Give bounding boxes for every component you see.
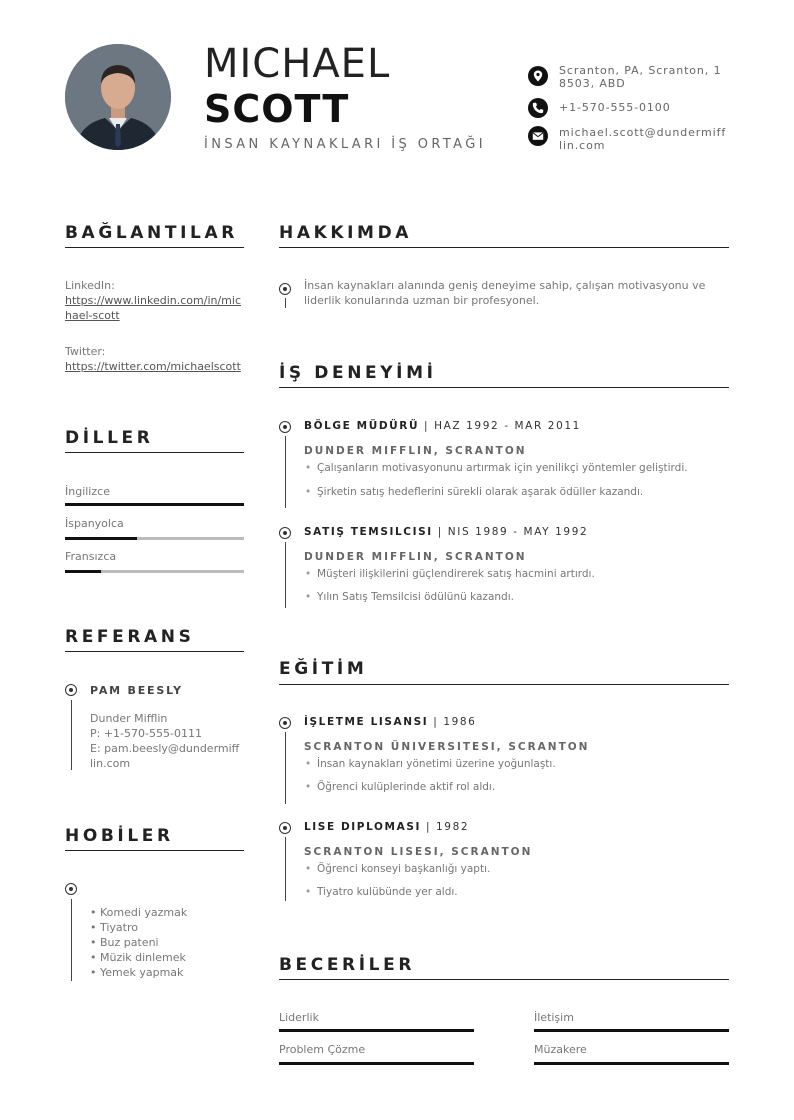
job-title: İNSAN KAYNAKLARI İŞ ORTAĞI [204,137,486,152]
hobby-item: • Tiyatro [90,921,138,934]
links-heading: BAĞLANTILAR [65,223,238,243]
timeline-dot-icon [65,883,77,895]
job-title-line [304,526,588,538]
job-company: DUNDER MIFFLIN, SCRANTON [304,445,527,457]
email-text[interactable]: michael.scott@dundermifflin.com [559,126,727,152]
language-name: İngilizce [65,485,110,498]
references-rule [65,651,244,652]
job-bullet: • Çalışanların motivasyonunu artırmak için yenilikçi yöntemler geliştirdi. [317,462,688,474]
education-title-line [304,821,469,833]
skill-name: Problem Çözme [279,1043,366,1056]
experience-rule [279,387,729,388]
job-bullet: • Şirketin satış hedeflerini sürekli olarak aşarak ödüller kazandı. [317,486,643,498]
contact-email [528,125,738,155]
education-rule [279,684,729,685]
timeline-line [285,732,286,804]
skills-heading: BECERİLER [279,955,416,975]
timeline-dot-icon [279,527,291,539]
education-bullet: • Tiyatro kulübünde yer aldı. [317,886,458,898]
hobbies-list [90,905,187,980]
timeline-line [71,899,72,981]
job-role: SATIŞ TEMSILCISI [304,526,433,538]
about-line: liderlik konularında uzman bir profesyonel. [304,294,540,307]
skill-name: İletişim [534,1011,574,1024]
education-degree: LISE DIPLOMASI [304,821,421,833]
language-level-bar [65,503,244,506]
reference-company: Dunder Mifflin [90,712,168,725]
timeline-line [71,700,72,770]
contact-address [528,64,738,94]
skill-level-bar [279,1029,474,1032]
language-level-bar [65,537,244,540]
education-bullet: • Öğrenci kulüplerinde aktif rol aldı. [317,781,495,793]
skill-name: Liderlik [279,1011,319,1024]
twitter-label: Twitter: [65,345,106,358]
language-level-fill [65,537,137,540]
language-level-fill [65,570,101,573]
references-heading: REFERANS [65,627,195,647]
hobby-item: • Yemek yapmak [90,966,184,979]
timeline-line [285,542,286,608]
skill-level-bar [534,1062,729,1065]
linkedin-link[interactable]: https://www.linkedin.com/in/michael-scott [65,294,241,322]
education-year: | 1982 [421,821,470,833]
email-icon [528,126,548,146]
education-heading: EĞİTİM [279,659,368,679]
languages-heading: DİLLER [65,428,154,448]
hobbies-rule [65,850,244,851]
linkedin-label: LinkedIn: [65,279,115,292]
skill-level-bar [534,1029,729,1032]
language-level-fill [65,503,244,506]
timeline-dot-icon [279,717,291,729]
education-title-line [304,716,476,728]
language-name: Fransızca [65,550,117,563]
job-bullet: • Müşteri ilişkilerini güçlendirerek satış hacmini artırdı. [317,568,595,580]
skill-name: Müzakere [534,1043,587,1056]
contact-phone [528,98,738,118]
education-bullet: • Öğrenci konseyi başkanlığı yaptı. [317,863,490,875]
timeline-dot-icon [279,283,291,295]
job-bullet: • Yılın Satış Temsilcisi ödülünü kazandı. [317,591,514,603]
about-line: İnsan kaynakları alanında geniş deneyime sahip, çalışan motivasyonu ve [304,279,706,292]
phone-text[interactable]: +1-570-555-0100 [559,101,671,114]
about-rule [279,247,729,248]
about-heading: HAKKIMDA [279,223,413,243]
language-name: İspanyolca [65,517,124,530]
education-school: SCRANTON ÜNIVERSITESI, SCRANTON [304,741,590,753]
linkedin-block [65,278,245,323]
twitter-block [65,344,245,374]
twitter-link[interactable]: https://twitter.com/michaelscott [65,360,241,373]
reference-email: E: pam.beesly@dundermifflin.com [90,742,240,770]
links-rule [65,247,244,248]
skills-rule [279,979,729,980]
timeline-line [285,837,286,901]
profile-photo [65,44,171,150]
hobbies-heading: HOBİLER [65,826,174,846]
address-text: Scranton, PA, Scranton, 18503, ABD [559,64,722,90]
experience-heading: İŞ DENEYİMİ [279,363,437,383]
hobby-item: • Müzik dinlemek [90,951,186,964]
language-level-bar [65,570,244,573]
location-icon [528,66,548,86]
reference-phone: P: +1-570-555-0111 [90,727,202,740]
job-dates: | HAZ 1992 - MAR 2011 [419,420,581,432]
languages-rule [65,452,244,453]
timeline-line [285,436,286,508]
timeline-dot-icon [279,421,291,433]
reference-details [90,711,242,771]
about-text [304,278,729,308]
education-year: | 1986 [428,716,477,728]
job-title-line [304,420,581,432]
last-name: SCOTT [204,87,350,131]
hobby-item: • Komedi yazmak [90,906,188,919]
reference-name: PAM BEESLY [90,684,183,697]
job-company: DUNDER MIFFLIN, SCRANTON [304,551,527,563]
hobby-item: • Buz pateni [90,936,159,949]
timeline-dot-icon [279,822,291,834]
timeline-dot-icon [65,684,77,696]
job-dates: | NIS 1989 - MAY 1992 [432,526,589,538]
timeline-line [285,298,286,308]
job-role: BÖLGE MÜDÜRÜ [304,420,420,432]
education-degree: İŞLETME LISANSI [304,716,429,728]
person-portrait-icon [65,44,171,150]
education-bullet: • İnsan kaynakları yönetimi üzerine yoğunlaştı. [317,758,556,770]
skill-level-bar [279,1062,474,1065]
phone-icon [528,98,548,118]
education-school: SCRANTON LISESI, SCRANTON [304,846,533,858]
first-name: MICHAEL [204,41,391,87]
